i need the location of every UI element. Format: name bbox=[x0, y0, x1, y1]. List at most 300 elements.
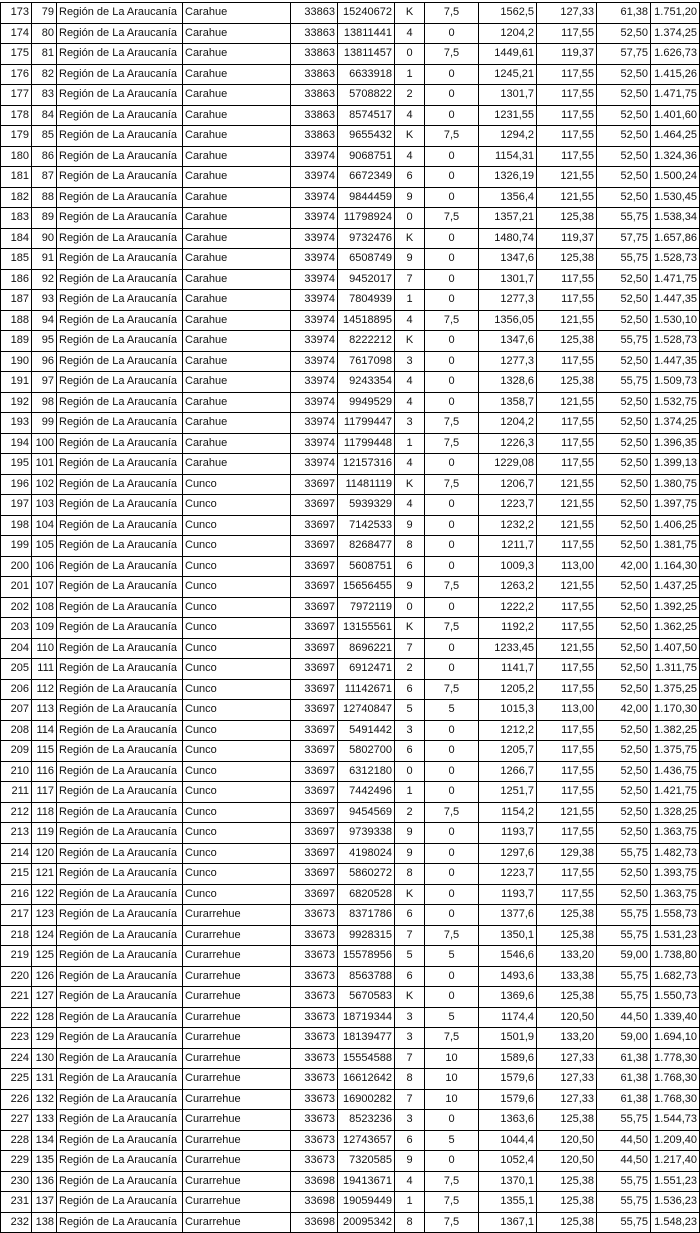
cell-row-number: 195 bbox=[1, 454, 32, 475]
table-row bbox=[1, 597, 700, 618]
cell-item-number: 116 bbox=[32, 761, 57, 782]
cell-check-digit: 4 bbox=[395, 105, 425, 126]
table-row bbox=[1, 905, 700, 926]
cell-amount-b: 55,75 bbox=[597, 987, 651, 1008]
cell-total: 1.393,75 bbox=[651, 864, 700, 885]
cell-region: Región de La Araucanía bbox=[57, 433, 183, 454]
cell-amount-b: 52,50 bbox=[597, 720, 651, 741]
cell-id-number: 8696221 bbox=[338, 638, 395, 659]
cell-check-digit: 6 bbox=[395, 1130, 425, 1151]
table-row bbox=[1, 146, 700, 167]
cell-check-digit: 9 bbox=[395, 249, 425, 270]
cell-item-number: 118 bbox=[32, 802, 57, 823]
cell-region: Región de La Araucanía bbox=[57, 987, 183, 1008]
table-row bbox=[1, 44, 700, 65]
cell-id-number: 7617098 bbox=[338, 351, 395, 372]
cell-row-number: 219 bbox=[1, 946, 32, 967]
cell-row-number: 185 bbox=[1, 249, 32, 270]
cell-item-number: 124 bbox=[32, 925, 57, 946]
cell-row-number: 228 bbox=[1, 1130, 32, 1151]
cell-item-number: 83 bbox=[32, 85, 57, 106]
cell-amount-b: 52,50 bbox=[597, 884, 651, 905]
cell-id-number: 7320585 bbox=[338, 1151, 395, 1172]
cell-region: Región de La Araucanía bbox=[57, 802, 183, 823]
cell-amount-b: 52,50 bbox=[597, 454, 651, 475]
cell-base-amount: 1044,4 bbox=[479, 1130, 537, 1151]
cell-check-digit: 0 bbox=[395, 44, 425, 65]
cell-total: 1.399,13 bbox=[651, 454, 700, 475]
cell-commune: Carahue bbox=[183, 331, 291, 352]
cell-row-number: 187 bbox=[1, 290, 32, 311]
cell-amount-b: 52,50 bbox=[597, 577, 651, 598]
cell-total: 1.536,23 bbox=[651, 1192, 700, 1213]
cell-total: 1.447,35 bbox=[651, 351, 700, 372]
cell-item-number: 132 bbox=[32, 1089, 57, 1110]
cell-amount-b: 55,75 bbox=[597, 966, 651, 987]
cell-row-number: 209 bbox=[1, 741, 32, 762]
cell-total: 1.363,75 bbox=[651, 823, 700, 844]
cell-check-digit: 6 bbox=[395, 966, 425, 987]
table-row bbox=[1, 966, 700, 987]
table-row bbox=[1, 454, 700, 475]
cell-total: 1.392,25 bbox=[651, 597, 700, 618]
cell-commune: Carahue bbox=[183, 269, 291, 290]
cell-code: 33697 bbox=[291, 679, 338, 700]
cell-amount-b: 55,75 bbox=[597, 208, 651, 229]
cell-code: 33697 bbox=[291, 536, 338, 557]
cell-item-number: 102 bbox=[32, 474, 57, 495]
cell-row-number: 203 bbox=[1, 618, 32, 639]
cell-id-number: 9454569 bbox=[338, 802, 395, 823]
cell-id-number: 5860272 bbox=[338, 864, 395, 885]
cell-bonus: 0 bbox=[425, 228, 479, 249]
cell-amount-b: 52,50 bbox=[597, 597, 651, 618]
cell-id-number: 5670583 bbox=[338, 987, 395, 1008]
cell-base-amount: 1204,2 bbox=[479, 23, 537, 44]
table-row bbox=[1, 659, 700, 680]
cell-amount-a: 125,38 bbox=[537, 331, 597, 352]
table-row bbox=[1, 987, 700, 1008]
cell-row-number: 210 bbox=[1, 761, 32, 782]
cell-check-digit: 4 bbox=[395, 23, 425, 44]
cell-id-number: 12740847 bbox=[338, 700, 395, 721]
cell-id-number: 11799447 bbox=[338, 413, 395, 434]
cell-commune: Curarrehue bbox=[183, 1110, 291, 1131]
cell-base-amount: 1205,7 bbox=[479, 741, 537, 762]
cell-id-number: 7442496 bbox=[338, 782, 395, 803]
cell-amount-a: 121,55 bbox=[537, 577, 597, 598]
table-row bbox=[1, 761, 700, 782]
cell-base-amount: 1297,6 bbox=[479, 843, 537, 864]
cell-bonus: 0 bbox=[425, 331, 479, 352]
cell-row-number: 226 bbox=[1, 1089, 32, 1110]
cell-base-amount: 1347,6 bbox=[479, 249, 537, 270]
cell-base-amount: 1211,7 bbox=[479, 536, 537, 557]
cell-base-amount: 1350,1 bbox=[479, 925, 537, 946]
cell-row-number: 188 bbox=[1, 310, 32, 331]
cell-check-digit: K bbox=[395, 3, 425, 24]
cell-bonus: 10 bbox=[425, 1089, 479, 1110]
cell-base-amount: 1493,6 bbox=[479, 966, 537, 987]
cell-total: 1.415,26 bbox=[651, 64, 700, 85]
cell-row-number: 183 bbox=[1, 208, 32, 229]
cell-bonus: 7,5 bbox=[425, 310, 479, 331]
cell-commune: Curarrehue bbox=[183, 1069, 291, 1090]
cell-amount-b: 55,75 bbox=[597, 1110, 651, 1131]
cell-code: 33698 bbox=[291, 1192, 338, 1213]
cell-id-number: 5608751 bbox=[338, 556, 395, 577]
cell-base-amount: 1326,19 bbox=[479, 167, 537, 188]
cell-base-amount: 1328,6 bbox=[479, 372, 537, 393]
cell-check-digit: 8 bbox=[395, 1069, 425, 1090]
cell-amount-a: 125,38 bbox=[537, 249, 597, 270]
cell-item-number: 134 bbox=[32, 1130, 57, 1151]
cell-region: Región de La Araucanía bbox=[57, 618, 183, 639]
cell-amount-a: 125,38 bbox=[537, 372, 597, 393]
cell-bonus: 0 bbox=[425, 720, 479, 741]
cell-commune: Curarrehue bbox=[183, 1151, 291, 1172]
cell-check-digit: 3 bbox=[395, 1110, 425, 1131]
cell-total: 1.531,23 bbox=[651, 925, 700, 946]
cell-bonus: 7,5 bbox=[425, 618, 479, 639]
cell-bonus: 0 bbox=[425, 454, 479, 475]
cell-check-digit: 6 bbox=[395, 905, 425, 926]
cell-commune: Cunco bbox=[183, 556, 291, 577]
table-row bbox=[1, 823, 700, 844]
cell-code: 33673 bbox=[291, 987, 338, 1008]
cell-total: 1.396,35 bbox=[651, 433, 700, 454]
cell-total: 1.397,75 bbox=[651, 495, 700, 516]
cell-bonus: 0 bbox=[425, 597, 479, 618]
cell-base-amount: 1009,3 bbox=[479, 556, 537, 577]
cell-id-number: 8523236 bbox=[338, 1110, 395, 1131]
cell-amount-a: 125,38 bbox=[537, 208, 597, 229]
cell-commune: Cunco bbox=[183, 659, 291, 680]
cell-commune: Carahue bbox=[183, 392, 291, 413]
cell-amount-b: 52,50 bbox=[597, 782, 651, 803]
cell-base-amount: 1222,2 bbox=[479, 597, 537, 618]
cell-region: Región de La Araucanía bbox=[57, 659, 183, 680]
cell-amount-a: 117,55 bbox=[537, 64, 597, 85]
cell-item-number: 114 bbox=[32, 720, 57, 741]
cell-row-number: 224 bbox=[1, 1048, 32, 1069]
cell-region: Región de La Araucanía bbox=[57, 884, 183, 905]
cell-amount-a: 117,55 bbox=[537, 659, 597, 680]
cell-row-number: 229 bbox=[1, 1151, 32, 1172]
cell-total: 1.375,75 bbox=[651, 741, 700, 762]
cell-check-digit: 3 bbox=[395, 413, 425, 434]
cell-code: 33673 bbox=[291, 1089, 338, 1110]
table-row bbox=[1, 741, 700, 762]
cell-amount-b: 52,50 bbox=[597, 433, 651, 454]
cell-region: Región de La Araucanía bbox=[57, 1028, 183, 1049]
cell-code: 33698 bbox=[291, 1212, 338, 1233]
cell-bonus: 7,5 bbox=[425, 474, 479, 495]
cell-total: 1.471,75 bbox=[651, 269, 700, 290]
cell-bonus: 0 bbox=[425, 1151, 479, 1172]
cell-row-number: 190 bbox=[1, 351, 32, 372]
cell-region: Región de La Araucanía bbox=[57, 392, 183, 413]
cell-amount-b: 55,75 bbox=[597, 372, 651, 393]
cell-item-number: 104 bbox=[32, 515, 57, 536]
cell-bonus: 0 bbox=[425, 351, 479, 372]
records-table-body bbox=[1, 3, 700, 1233]
cell-bonus: 0 bbox=[425, 1110, 479, 1131]
cell-item-number: 131 bbox=[32, 1069, 57, 1090]
cell-id-number: 6820528 bbox=[338, 884, 395, 905]
cell-commune: Carahue bbox=[183, 208, 291, 229]
cell-commune: Cunco bbox=[183, 864, 291, 885]
cell-total: 1.339,40 bbox=[651, 1007, 700, 1028]
cell-region: Región de La Araucanía bbox=[57, 474, 183, 495]
cell-commune: Cunco bbox=[183, 782, 291, 803]
cell-commune: Curarrehue bbox=[183, 1007, 291, 1028]
cell-base-amount: 1579,6 bbox=[479, 1089, 537, 1110]
cell-amount-a: 117,55 bbox=[537, 351, 597, 372]
cell-commune: Carahue bbox=[183, 310, 291, 331]
cell-row-number: 225 bbox=[1, 1069, 32, 1090]
cell-region: Región de La Araucanía bbox=[57, 126, 183, 147]
cell-base-amount: 1277,3 bbox=[479, 290, 537, 311]
cell-code: 33974 bbox=[291, 310, 338, 331]
cell-total: 1.374,25 bbox=[651, 23, 700, 44]
cell-base-amount: 1226,3 bbox=[479, 433, 537, 454]
table-row bbox=[1, 433, 700, 454]
cell-amount-b: 52,50 bbox=[597, 618, 651, 639]
cell-commune: Curarrehue bbox=[183, 1192, 291, 1213]
cell-item-number: 96 bbox=[32, 351, 57, 372]
cell-check-digit: 9 bbox=[395, 515, 425, 536]
cell-region: Región de La Araucanía bbox=[57, 44, 183, 65]
cell-code: 33697 bbox=[291, 638, 338, 659]
cell-item-number: 115 bbox=[32, 741, 57, 762]
cell-item-number: 88 bbox=[32, 187, 57, 208]
cell-total: 1.421,75 bbox=[651, 782, 700, 803]
cell-id-number: 9732476 bbox=[338, 228, 395, 249]
cell-check-digit: 8 bbox=[395, 864, 425, 885]
cell-check-digit: K bbox=[395, 331, 425, 352]
cell-item-number: 108 bbox=[32, 597, 57, 618]
cell-code: 33673 bbox=[291, 966, 338, 987]
table-row bbox=[1, 536, 700, 557]
cell-bonus: 0 bbox=[425, 843, 479, 864]
cell-base-amount: 1223,7 bbox=[479, 495, 537, 516]
cell-region: Región de La Araucanía bbox=[57, 495, 183, 516]
cell-amount-b: 52,50 bbox=[597, 679, 651, 700]
cell-base-amount: 1358,7 bbox=[479, 392, 537, 413]
cell-check-digit: 9 bbox=[395, 1151, 425, 1172]
cell-bonus: 10 bbox=[425, 1069, 479, 1090]
cell-code: 33673 bbox=[291, 1151, 338, 1172]
cell-item-number: 84 bbox=[32, 105, 57, 126]
cell-region: Región de La Araucanía bbox=[57, 1192, 183, 1213]
cell-base-amount: 1205,2 bbox=[479, 679, 537, 700]
cell-check-digit: 8 bbox=[395, 1212, 425, 1233]
cell-bonus: 0 bbox=[425, 884, 479, 905]
cell-id-number: 15656455 bbox=[338, 577, 395, 598]
cell-amount-a: 113,00 bbox=[537, 700, 597, 721]
cell-id-number: 6508749 bbox=[338, 249, 395, 270]
cell-item-number: 97 bbox=[32, 372, 57, 393]
cell-item-number: 127 bbox=[32, 987, 57, 1008]
cell-id-number: 7804939 bbox=[338, 290, 395, 311]
cell-item-number: 98 bbox=[32, 392, 57, 413]
table-row bbox=[1, 577, 700, 598]
cell-bonus: 0 bbox=[425, 495, 479, 516]
cell-region: Región de La Araucanía bbox=[57, 372, 183, 393]
cell-amount-b: 52,50 bbox=[597, 474, 651, 495]
cell-bonus: 0 bbox=[425, 536, 479, 557]
cell-item-number: 106 bbox=[32, 556, 57, 577]
cell-id-number: 5939329 bbox=[338, 495, 395, 516]
cell-base-amount: 1579,6 bbox=[479, 1069, 537, 1090]
cell-code: 33697 bbox=[291, 495, 338, 516]
cell-code: 33673 bbox=[291, 1130, 338, 1151]
cell-base-amount: 1363,6 bbox=[479, 1110, 537, 1131]
cell-region: Región de La Araucanía bbox=[57, 1212, 183, 1233]
cell-base-amount: 1251,7 bbox=[479, 782, 537, 803]
cell-region: Región de La Araucanía bbox=[57, 925, 183, 946]
cell-commune: Carahue bbox=[183, 351, 291, 372]
cell-base-amount: 1277,3 bbox=[479, 351, 537, 372]
cell-total: 1.738,80 bbox=[651, 946, 700, 967]
cell-total: 1.217,40 bbox=[651, 1151, 700, 1172]
cell-check-digit: 2 bbox=[395, 659, 425, 680]
cell-amount-b: 61,38 bbox=[597, 1048, 651, 1069]
cell-check-digit: 4 bbox=[395, 146, 425, 167]
cell-total: 1.363,75 bbox=[651, 884, 700, 905]
cell-row-number: 227 bbox=[1, 1110, 32, 1131]
cell-amount-b: 52,50 bbox=[597, 351, 651, 372]
cell-row-number: 214 bbox=[1, 843, 32, 864]
cell-check-digit: K bbox=[395, 987, 425, 1008]
cell-region: Región de La Araucanía bbox=[57, 515, 183, 536]
cell-check-digit: 3 bbox=[395, 1007, 425, 1028]
cell-row-number: 177 bbox=[1, 85, 32, 106]
cell-amount-a: 125,38 bbox=[537, 925, 597, 946]
cell-id-number: 9844459 bbox=[338, 187, 395, 208]
cell-total: 1.682,73 bbox=[651, 966, 700, 987]
cell-bonus: 5 bbox=[425, 1130, 479, 1151]
cell-region: Región de La Araucanía bbox=[57, 413, 183, 434]
cell-code: 33974 bbox=[291, 228, 338, 249]
cell-region: Región de La Araucanía bbox=[57, 1089, 183, 1110]
cell-base-amount: 1193,7 bbox=[479, 823, 537, 844]
cell-code: 33974 bbox=[291, 413, 338, 434]
cell-base-amount: 1192,2 bbox=[479, 618, 537, 639]
cell-total: 1.382,25 bbox=[651, 720, 700, 741]
cell-bonus: 0 bbox=[425, 64, 479, 85]
cell-code: 33697 bbox=[291, 577, 338, 598]
cell-base-amount: 1367,1 bbox=[479, 1212, 537, 1233]
cell-row-number: 189 bbox=[1, 331, 32, 352]
cell-total: 1.626,73 bbox=[651, 44, 700, 65]
cell-total: 1.538,34 bbox=[651, 208, 700, 229]
cell-base-amount: 1212,2 bbox=[479, 720, 537, 741]
cell-amount-a: 117,55 bbox=[537, 741, 597, 762]
cell-id-number: 8222212 bbox=[338, 331, 395, 352]
cell-id-number: 9068751 bbox=[338, 146, 395, 167]
cell-check-digit: 7 bbox=[395, 925, 425, 946]
cell-id-number: 6912471 bbox=[338, 659, 395, 680]
cell-id-number: 8574517 bbox=[338, 105, 395, 126]
cell-amount-a: 125,38 bbox=[537, 905, 597, 926]
cell-code: 33863 bbox=[291, 85, 338, 106]
cell-id-number: 5491442 bbox=[338, 720, 395, 741]
cell-total: 1.170,30 bbox=[651, 700, 700, 721]
cell-id-number: 11142671 bbox=[338, 679, 395, 700]
cell-total: 1.362,25 bbox=[651, 618, 700, 639]
cell-total: 1.471,75 bbox=[651, 85, 700, 106]
cell-commune: Cunco bbox=[183, 802, 291, 823]
cell-amount-b: 44,50 bbox=[597, 1130, 651, 1151]
cell-code: 33673 bbox=[291, 1007, 338, 1028]
cell-commune: Curarrehue bbox=[183, 1089, 291, 1110]
cell-code: 33673 bbox=[291, 1069, 338, 1090]
cell-check-digit: 0 bbox=[395, 761, 425, 782]
cell-amount-a: 127,33 bbox=[537, 1069, 597, 1090]
cell-row-number: 230 bbox=[1, 1171, 32, 1192]
table-row bbox=[1, 679, 700, 700]
cell-region: Región de La Araucanía bbox=[57, 597, 183, 618]
cell-region: Región de La Araucanía bbox=[57, 331, 183, 352]
cell-amount-b: 52,50 bbox=[597, 864, 651, 885]
cell-row-number: 198 bbox=[1, 515, 32, 536]
cell-id-number: 6633918 bbox=[338, 64, 395, 85]
cell-region: Región de La Araucanía bbox=[57, 3, 183, 24]
cell-id-number: 8268477 bbox=[338, 536, 395, 557]
cell-amount-a: 117,55 bbox=[537, 269, 597, 290]
cell-amount-a: 127,33 bbox=[537, 3, 597, 24]
table-row bbox=[1, 782, 700, 803]
cell-amount-a: 121,55 bbox=[537, 392, 597, 413]
cell-item-number: 135 bbox=[32, 1151, 57, 1172]
cell-code: 33863 bbox=[291, 44, 338, 65]
cell-check-digit: K bbox=[395, 618, 425, 639]
cell-bonus: 7,5 bbox=[425, 679, 479, 700]
cell-bonus: 0 bbox=[425, 146, 479, 167]
cell-base-amount: 1356,4 bbox=[479, 187, 537, 208]
cell-amount-a: 121,55 bbox=[537, 310, 597, 331]
cell-code: 33697 bbox=[291, 515, 338, 536]
table-row bbox=[1, 843, 700, 864]
cell-region: Región de La Araucanía bbox=[57, 1007, 183, 1028]
cell-total: 1.164,30 bbox=[651, 556, 700, 577]
cell-check-digit: 4 bbox=[395, 392, 425, 413]
cell-commune: Carahue bbox=[183, 85, 291, 106]
cell-row-number: 200 bbox=[1, 556, 32, 577]
cell-commune: Cunco bbox=[183, 597, 291, 618]
cell-code: 33863 bbox=[291, 126, 338, 147]
cell-base-amount: 1233,45 bbox=[479, 638, 537, 659]
cell-amount-a: 117,55 bbox=[537, 454, 597, 475]
cell-base-amount: 1449,61 bbox=[479, 44, 537, 65]
cell-id-number: 19413671 bbox=[338, 1171, 395, 1192]
cell-check-digit: 1 bbox=[395, 290, 425, 311]
cell-base-amount: 1245,21 bbox=[479, 64, 537, 85]
cell-amount-b: 52,50 bbox=[597, 146, 651, 167]
cell-amount-a: 117,55 bbox=[537, 720, 597, 741]
cell-check-digit: 1 bbox=[395, 1192, 425, 1213]
cell-total: 1.532,75 bbox=[651, 392, 700, 413]
cell-region: Región de La Araucanía bbox=[57, 187, 183, 208]
cell-bonus: 0 bbox=[425, 823, 479, 844]
table-row bbox=[1, 515, 700, 536]
cell-region: Región de La Araucanía bbox=[57, 64, 183, 85]
cell-item-number: 103 bbox=[32, 495, 57, 516]
cell-amount-b: 52,50 bbox=[597, 638, 651, 659]
cell-total: 1.328,25 bbox=[651, 802, 700, 823]
